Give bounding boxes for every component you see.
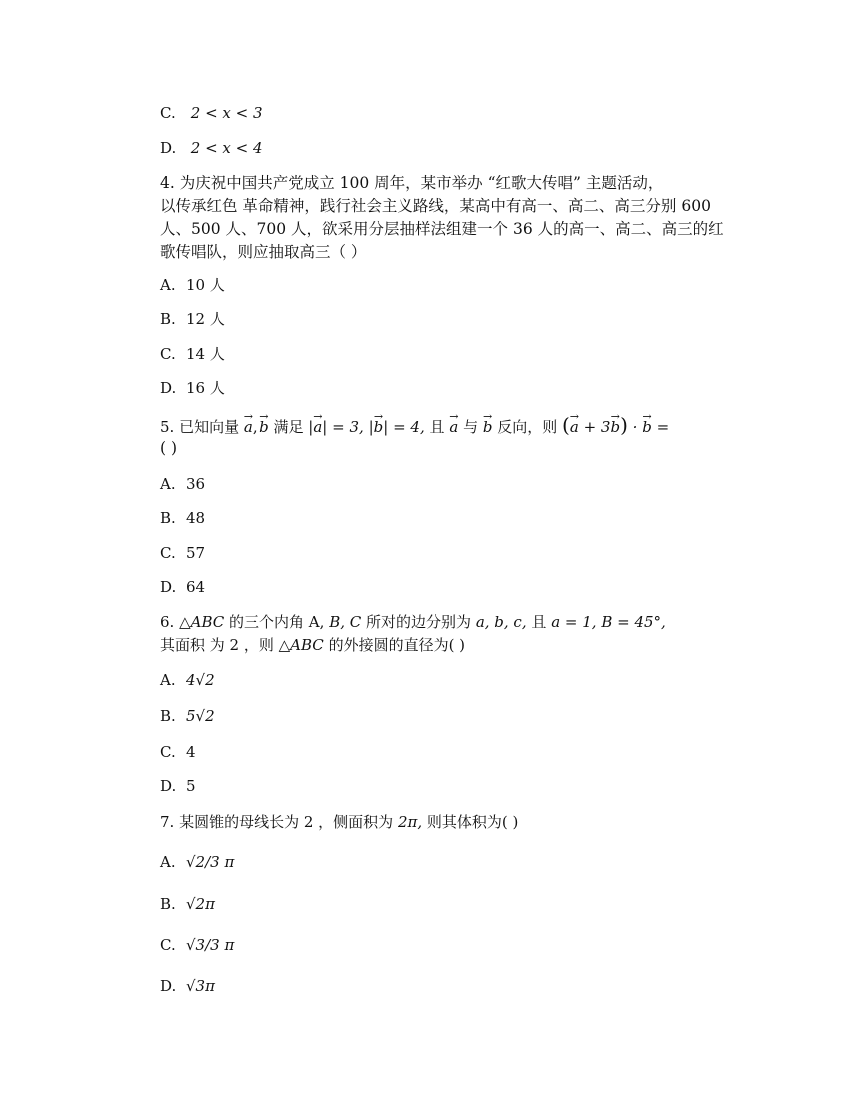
option-label: C. — [160, 743, 176, 761]
q6-triangle: 6. △ — [160, 613, 191, 631]
q6-line2 — [160, 634, 740, 657]
q4-option-a — [160, 275, 740, 295]
option-label: D. — [160, 777, 177, 795]
option-text: 5√2 — [186, 707, 215, 725]
option-label: A. — [160, 276, 176, 294]
option-d-prev — [160, 138, 740, 158]
q6-bc: B, C — [329, 613, 362, 631]
q5-option-b — [160, 508, 740, 528]
option-text: √2/3 π — [186, 853, 235, 871]
option-text: 36 — [186, 475, 206, 493]
option-text: 14 人 — [186, 345, 225, 363]
q4-line3: 人、500 人、700 人，欲采用分层抽样法组建一个 36 人的高一、高二、高三的红 — [160, 220, 724, 238]
q5-line1: 5. 已知向量 a →, b → 满足 |a →| = 3, |b →| = 4, 且 a → 与 b → 反向，则 (a → + 3b →) · b → = — [160, 414, 740, 439]
q7-option-c — [160, 935, 740, 955]
q5-line2: ( ) — [160, 439, 178, 457]
option-label: C. — [160, 544, 176, 562]
option-text: 48 — [186, 509, 206, 527]
q5-opposite: 反向，则 — [497, 418, 558, 436]
q5-prefix: 5. 已知向量 — [160, 418, 240, 436]
option-text: 16 人 — [186, 379, 225, 397]
option-text: √3/3 π — [186, 936, 235, 954]
q6-option-c — [160, 742, 740, 762]
q7-option-d — [160, 976, 740, 996]
option-text: 2 < x < 4 — [190, 139, 263, 157]
option-c-prev — [160, 103, 740, 123]
option-label: B. — [160, 509, 176, 527]
q7-stem: 7. 某圆锥的母线长为 2 ，侧面积为 — [160, 813, 394, 831]
q6-and: 且 — [531, 613, 547, 631]
q6-abc: ABC — [190, 613, 225, 631]
option-label: D. — [160, 379, 177, 397]
abs-b: |b →| — [369, 418, 389, 436]
q6-area: 其面积 为 2 ，则 △ — [160, 636, 291, 654]
q5-and: 且 — [429, 418, 445, 436]
q7-line1 — [160, 811, 740, 834]
option-text: 2 < x < 3 — [190, 104, 263, 122]
q4-line2: 以传承红色 革命精神，践行社会主义路线，某高中有高一、高二、高三分别 600 — [160, 197, 711, 215]
q6-option-d — [160, 776, 740, 796]
abs-a: |a →| — [308, 418, 327, 436]
option-text: 10 人 — [186, 276, 225, 294]
option-text: 64 — [186, 578, 206, 596]
option-label: D. — [160, 977, 177, 995]
option-label: C. — [160, 345, 176, 363]
q5-option-c — [160, 543, 740, 563]
q4-line4: 歌传唱队，则应抽取高三（ ） — [160, 243, 367, 261]
option-label: D. — [160, 139, 177, 157]
q6-option-b — [160, 706, 740, 726]
vector-b: b → — [259, 416, 269, 439]
abs-b-value: = 4, — [393, 418, 425, 436]
q4-option-c — [160, 344, 740, 364]
q7-option-a — [160, 852, 740, 872]
q5-with: 与 — [463, 418, 479, 436]
option-label: B. — [160, 310, 176, 328]
q6-ask: 的外接圆的直径为( ) — [328, 636, 466, 654]
q4-line1: 4. 为庆祝中国共产党成立 100 周年，某市举办 “红歌大传唱” 主题活动， — [160, 174, 664, 192]
q4-option-b — [160, 309, 740, 329]
q7-area: 2π, — [397, 813, 423, 831]
vector-a: a → — [244, 416, 253, 439]
option-text: 5 — [186, 777, 196, 795]
q7-ask: 则其体积为( ) — [426, 813, 519, 831]
option-label: B. — [160, 707, 176, 725]
option-text: √2π — [186, 895, 215, 913]
q6-abc: ABC — [290, 636, 324, 654]
q5-option-a — [160, 474, 740, 494]
option-label: A. — [160, 671, 176, 689]
option-text: 12 人 — [186, 310, 225, 328]
q6-abc-lower: a, b, c, — [475, 613, 527, 631]
option-label: A. — [160, 853, 176, 871]
q6-option-a — [160, 670, 740, 690]
option-label: C. — [160, 936, 176, 954]
q5-option-d — [160, 577, 740, 597]
option-label: C. — [160, 104, 176, 122]
q5-satisfy: 满足 — [273, 418, 304, 436]
q7-option-b — [160, 894, 740, 914]
option-text: 4 — [186, 743, 196, 761]
option-label: D. — [160, 578, 177, 596]
abs-a-value: = 3, — [332, 418, 364, 436]
vector-a: a → — [449, 416, 458, 439]
q6-line1 — [160, 611, 740, 634]
vector-b: b → — [483, 416, 493, 439]
option-text: 57 — [186, 544, 206, 562]
option-label: B. — [160, 895, 176, 913]
q4-option-d — [160, 378, 740, 398]
q6-sides: 所对的边分别为 — [366, 613, 472, 631]
q5-expression: (a → + 3b →) · b → = — [562, 418, 669, 436]
option-text: √3π — [186, 977, 215, 995]
q6-given: a = 1, B = 45°, — [551, 613, 666, 631]
q6-angles: 的三个内角 A, — [229, 613, 325, 631]
option-label: A. — [160, 475, 176, 493]
option-text: 4√2 — [186, 671, 215, 689]
